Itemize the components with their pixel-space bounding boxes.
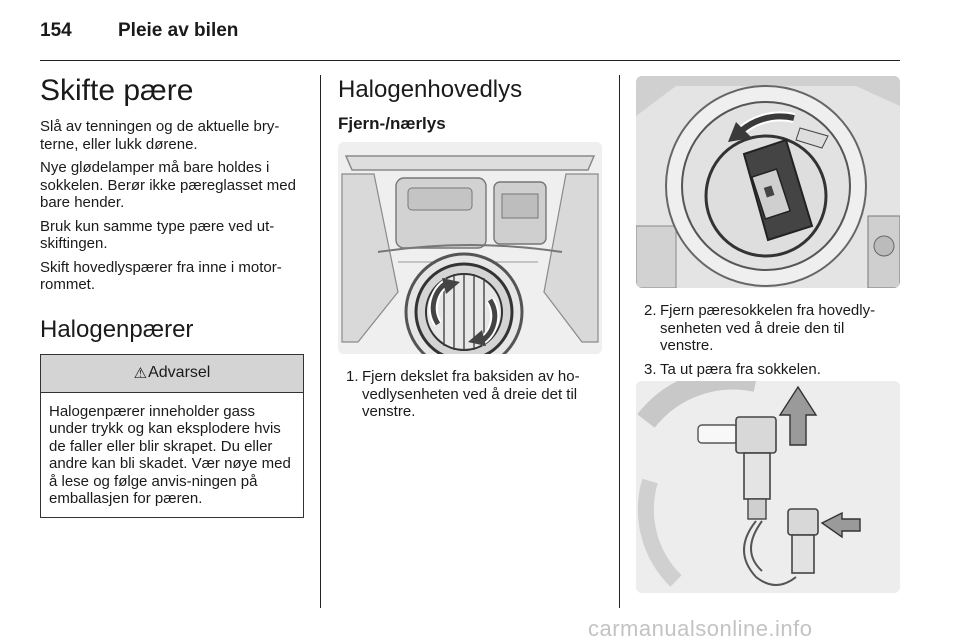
column-divider-left xyxy=(320,75,321,608)
warning-title: Advarsel xyxy=(148,364,211,381)
step-1 xyxy=(338,368,602,421)
warning-box xyxy=(40,354,304,518)
bulb-removal-illustration xyxy=(636,381,900,593)
step-3 xyxy=(636,361,900,379)
paragraph: Bruk kun samme type pære ved ut-skiftingen. xyxy=(40,217,275,252)
step-number: 3. xyxy=(644,361,657,378)
subsection-heading: Fjern-/nærlys xyxy=(338,114,446,133)
step-text: Fjern pæresokkelen fra hovedly-senheten ved å dreie den til venstre. xyxy=(660,302,876,354)
step-text: Ta ut pæra fra sokkelen. xyxy=(660,361,821,378)
warning-text: Halogenpærer inneholder gass under trykk og kan eksplodere hvis de faller eller blir skrapet. Du eller andre kan bli skadet. Vær nøye med å lese og følge anvis-ningen på emballasjen for pæren. xyxy=(49,402,291,507)
step-number: 2. xyxy=(644,302,657,319)
page-number: 154 xyxy=(40,20,72,41)
section-heading: Skifte pære xyxy=(40,74,194,107)
paragraph: Skift hovedlyspærer fra inne i motor-rommet. xyxy=(40,258,282,293)
column-divider-right xyxy=(619,75,620,608)
engine-bay-illustration xyxy=(338,142,602,354)
footer-watermark: carmanualsonline.info xyxy=(588,616,813,641)
bulb-socket-illustration xyxy=(636,76,900,288)
left-column xyxy=(40,60,304,518)
paragraph: Slå av tenningen og de aktuelle bry-terne, eller lukk dørene. xyxy=(40,118,280,153)
page-title: Pleie av bilen xyxy=(118,20,239,41)
section-heading: Halogenhovedlys xyxy=(338,76,523,103)
step-2 xyxy=(636,302,900,355)
middle-column xyxy=(338,60,602,134)
subsection-heading: Halogenpærer xyxy=(40,315,194,343)
step-number: 1. xyxy=(346,368,359,385)
paragraph: Nye glødelamper må bare holdes i sokkelen. Berør ikke pæreglasset med bare hender. xyxy=(40,159,296,211)
warning-triangle-icon: ⚠ xyxy=(133,365,148,382)
step-text: Fjern dekslet fra baksiden av ho-vedlysenheten ved å dreie det til venstre. xyxy=(362,368,580,420)
warning-header xyxy=(41,355,303,393)
